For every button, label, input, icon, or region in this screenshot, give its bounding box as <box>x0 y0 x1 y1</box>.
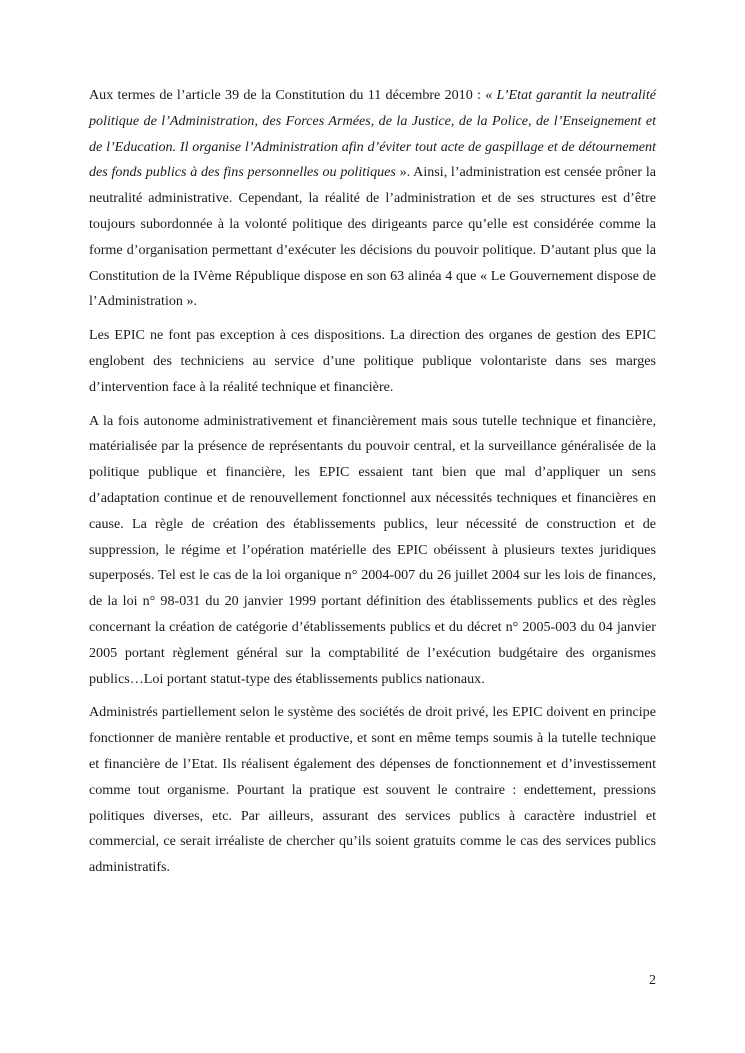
constitution-quote: L’Etat garantit la neutralité politique de l’Administration, des Forces Armées, de la Justice, de la Police, de l’Enseignement et de l’Education. Il organise l’Administration afin d’éviter tout acte de gaspillage et de détournement des fonds publics à des fins personnelles ou politiques <box>89 87 657 181</box>
paragraph-intro-text: Aux termes de l’article 39 de la Constitution du 11 décembre 2010 : « <box>89 87 497 103</box>
paragraph-continuation-text: ». Ainsi, l’administration est censée prôner la neutralité administrative. Cependant, la réalité de l’administration et de ses structures est d’être toujours subordonnée à la volonté politique des dirigeants parce qu’elle est considérée comme la forme d’organisation permettant d’exécuter les décisions du pouvoir politique. D’autant plus que la Constitution de la IVème République dispose en son 63 alinéa 4 que « Le Gouvernement dispose de l’Administration ». <box>89 164 656 310</box>
page-number: 2 <box>649 973 656 988</box>
paragraph-autonomy: A la fois autonome administrativement et financièrement mais sous tutelle technique et financière, matérialisée par la présence de représentants du pouvoir central, et la surveillance généralisée de la politique publique et financière, les EPIC essaient tant bien que mal d’appliquer un sens d’adaptation continue et de renouvellement fonctionnel aux nécessités techniques et financières en cause. La règle de création des établissements publics, leur nécessité de construction et de suppression, le régime et l’opération matérielle des EPIC obéissent à plusieurs textes juridiques superposés. Tel est le cas de la loi organique n° 2004-007 du 26 juillet 2004 sur les lois de finances, de la loi n° 98-031 du 20 janvier 1999 portant définition des établissements publics et des règles concernant la création de catégorie d’établissements publics et du décret n° 2005-003 du 04 janvier 2005 portant règlement général sur la comptabilité de l’exécution budgétaire des organismes publics…Loi portant statut-type des établissements publics nationaux. <box>89 412 656 687</box>
paragraph-epic-exception: Les EPIC ne font pas exception à ces dispositions. La direction des organes de gestion des EPIC englobent des techniciens au service d’une politique publique volontariste dans ses marges d’intervention face à la réalité technique et financière. <box>89 327 656 395</box>
paragraph-administration: Administrés partiellement selon le système des sociétés de droit privé, les EPIC doivent en principe fonctionner de manière rentable et productive, et sont en même temps soumis à la tutelle technique et financière de l’Etat. Ils réalisent également des dépenses de fonctionnement et d’investissement comme tout organisme. Pourtant la pratique est souvent le contraire : endettement, pressions politiques diverses, etc. Par ailleurs, assurant des services publics à caractère industriel et commercial, ce serait irréaliste de chercher qu’ils soient gratuits comme le cas des services publics administratifs. <box>89 704 656 876</box>
paragraph-constitution <box>89 83 656 315</box>
body-text <box>89 83 656 881</box>
